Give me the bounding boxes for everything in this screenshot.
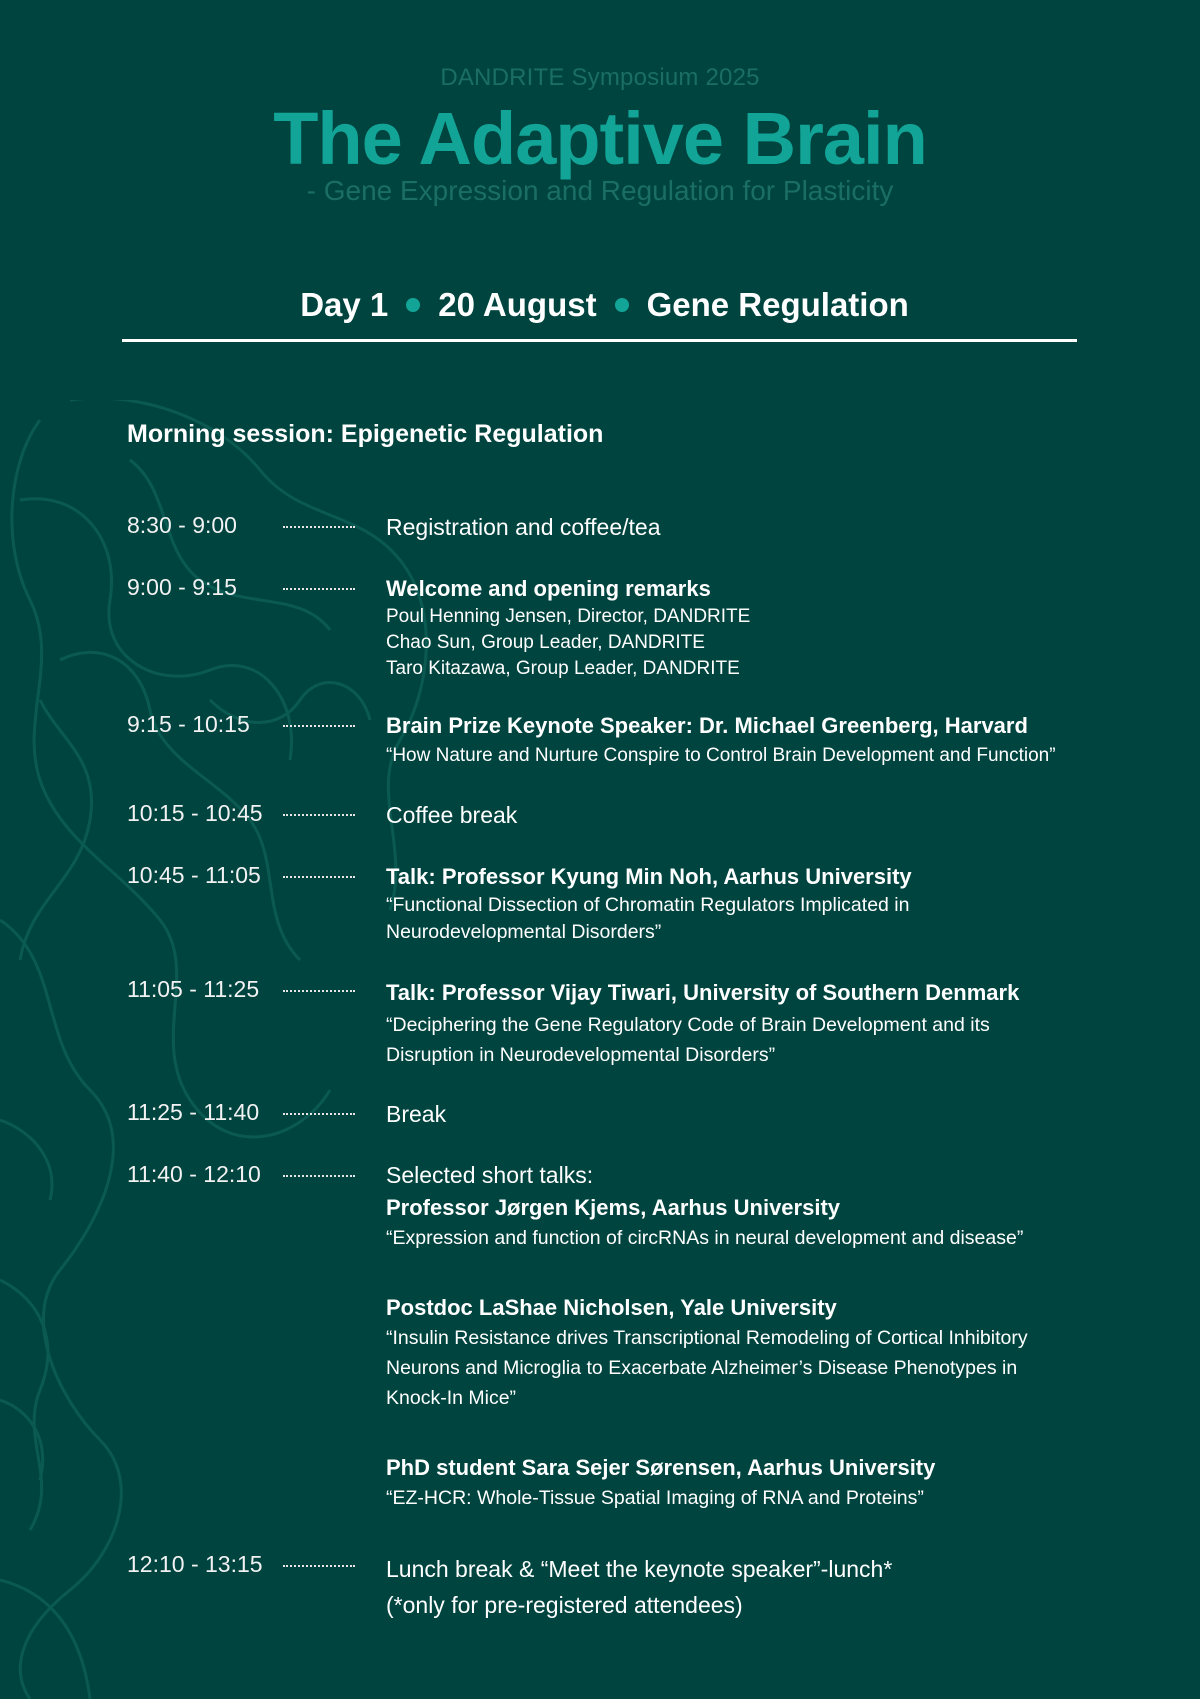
speaker-line: Chao Sun, Group Leader, DANDRITE (386, 632, 705, 653)
item-note: (*only for pre-registered attendees) (386, 1592, 743, 1618)
dotted-leader (283, 1565, 355, 1567)
item-title: Talk: Professor Vijay Tiwari, University of Southern Denmark (386, 980, 1020, 1005)
page-subtitle: - Gene Expression and Regulation for Plasticity (306, 175, 894, 206)
speaker-line: Taro Kitazawa, Group Leader, DANDRITE (386, 658, 740, 679)
time-slot: 10:45 - 11:05 (127, 862, 261, 888)
symposium-kicker: DANDRITE Symposium 2025 (440, 64, 760, 91)
time-slot: 9:00 - 9:15 (127, 574, 237, 600)
talk-quote: “Functional Dissection of Chromatin Regulators Implicated in (386, 894, 910, 916)
item-title: Welcome and opening remarks (386, 576, 711, 601)
item-text: Coffee break (386, 802, 518, 828)
dotted-leader (283, 1175, 355, 1177)
bullet-dot-icon (406, 298, 420, 312)
time-slot: 12:10 - 13:15 (127, 1551, 263, 1577)
talk-quote: Neurodevelopmental Disorders” (386, 921, 662, 943)
item-title: Brain Prize Keynote Speaker: Dr. Michael Greenberg, Harvard (386, 713, 1028, 738)
dotted-leader (283, 876, 355, 878)
dotted-leader (283, 526, 355, 528)
talk-quote: Disruption in Neurodevelopmental Disorders” (386, 1044, 776, 1066)
item-title: Talk: Professor Kyung Min Noh, Aarhus University (386, 864, 912, 889)
day-heading (122, 286, 1077, 324)
time-slot: 11:05 - 11:25 (127, 976, 260, 1002)
item-text: Break (386, 1101, 447, 1127)
item-text: Registration and coffee/tea (386, 514, 661, 540)
time-slot: 9:15 - 10:15 (127, 711, 250, 737)
talk-quote: “How Nature and Nurture Conspire to Control Brain Development and Function” (386, 745, 1056, 766)
time-slot: 10:15 - 10:45 (127, 800, 263, 826)
date-label: 20 August (438, 286, 597, 323)
time-slot: 8:30 - 9:00 (127, 512, 237, 538)
theme-label: Gene Regulation (646, 286, 909, 323)
dotted-leader (283, 1113, 355, 1115)
page-title: The Adaptive Brain (273, 97, 927, 180)
item-text: Selected short talks: (386, 1162, 594, 1188)
day-label: Day 1 (300, 286, 389, 323)
talk-speaker: Professor Jørgen Kjems, Aarhus University (386, 1195, 841, 1220)
talk-quote: Knock-In Mice” (386, 1387, 517, 1409)
talk-quote: Neurons and Microglia to Exacerbate Alzheimer’s Disease Phenotypes in (386, 1357, 1018, 1379)
dotted-leader (283, 814, 355, 816)
item-text: Lunch break & “Meet the keynote speaker”-lunch* (386, 1556, 893, 1582)
bullet-dot-icon (615, 298, 629, 312)
time-slot: 11:25 - 11:40 (127, 1099, 260, 1125)
talk-quote: “Deciphering the Gene Regulatory Code of Brain Development and its (386, 1014, 990, 1036)
talk-quote: “Insulin Resistance drives Transcriptional Remodeling of Cortical Inhibitory (386, 1327, 1028, 1349)
talk-speaker: PhD student Sara Sejer Sørensen, Aarhus University (386, 1455, 936, 1480)
dotted-leader (283, 725, 355, 727)
session-title: Morning session: Epigenetic Regulation (127, 420, 604, 448)
speaker-line: Poul Henning Jensen, Director, DANDRITE (386, 606, 751, 627)
dotted-leader (283, 990, 355, 992)
talk-quote: “Expression and function of circRNAs in neural development and disease” (386, 1227, 1024, 1249)
dotted-leader (283, 588, 355, 590)
time-slot: 11:40 - 12:10 (127, 1161, 261, 1187)
talk-quote: “EZ-HCR: Whole-Tissue Spatial Imaging of RNA and Proteins” (386, 1487, 924, 1509)
talk-speaker: Postdoc LaShae Nicholsen, Yale University (386, 1295, 837, 1320)
heading-divider (122, 339, 1077, 342)
